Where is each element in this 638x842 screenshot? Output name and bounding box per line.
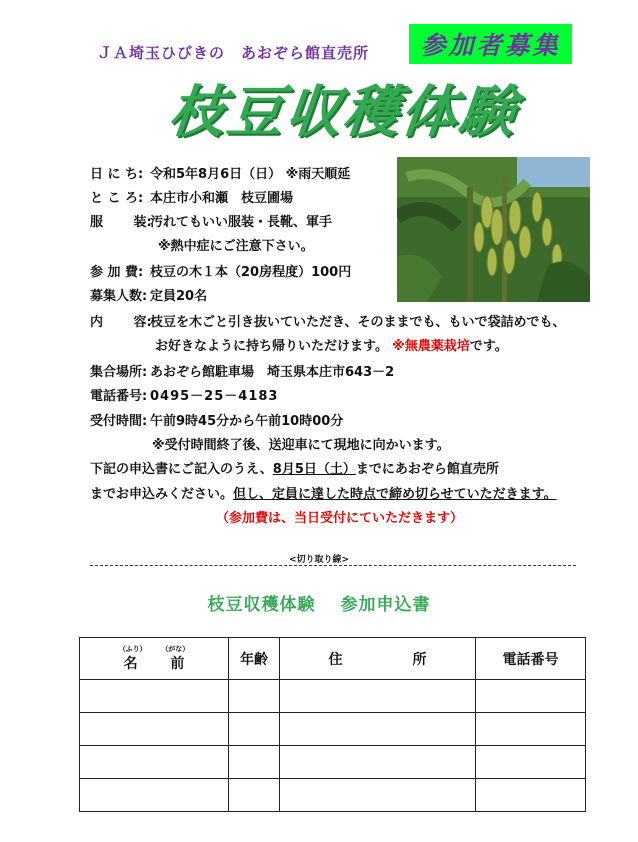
dress-row: [90, 214, 332, 232]
phone-cell[interactable]: [476, 746, 586, 779]
apply-line-1: 下記の申込書にご記入のうえ、8月5日（土）までにあおぞら館直売所: [90, 462, 499, 477]
place-value: 本庄市小和瀬 枝豆圃場: [150, 191, 294, 206]
phone-label: 電話番号:: [90, 389, 148, 404]
name-cell[interactable]: [80, 680, 229, 713]
age-cell[interactable]: [229, 713, 280, 746]
place-row: [90, 190, 293, 208]
name-header: [80, 638, 229, 680]
age-cell[interactable]: [229, 680, 280, 713]
name-cell[interactable]: [80, 746, 229, 779]
meet-row: [90, 364, 394, 382]
capacity-value: 定員20名: [150, 289, 208, 304]
event-title: 枝豆収穫体験: [165, 80, 521, 145]
place-label: と こ ろ:: [90, 191, 144, 206]
phone-header: 電話番号: [476, 638, 586, 680]
fee-label: 参 加 費:: [90, 265, 144, 280]
age-header: 年齢: [229, 638, 280, 680]
table-header-row: [80, 638, 586, 680]
date-label: 日 に ち:: [90, 167, 144, 182]
name-header-label: 名 前: [123, 655, 185, 672]
reception-label: 受付時間:: [90, 414, 148, 429]
reception-note: ※受付時間終了後、送迎車にて現地に向かいます。: [152, 438, 450, 453]
organic-note: ※無農薬栽培: [392, 339, 470, 354]
content-row: [90, 314, 565, 332]
name-ruby-2: （がな）: [161, 644, 190, 653]
age-cell[interactable]: [229, 746, 280, 779]
apply-line-2: までお申込みください。但し、定員に達した時点で締め切らせていただきます。: [90, 487, 557, 502]
phone-row: [90, 388, 278, 406]
dress-note: ※熱中症にご注意下さい。: [158, 239, 314, 254]
capacity-label: 募集人数:: [90, 289, 148, 304]
name-cell[interactable]: [80, 779, 229, 812]
address-header: 住 所: [280, 638, 476, 680]
reception-row: [90, 413, 343, 431]
capacity-warning: 但し、定員に達した時点で締め切らせていただきます。: [233, 487, 557, 502]
phone-cell[interactable]: [476, 713, 586, 746]
age-cell[interactable]: [229, 779, 280, 812]
edamame-photo: [397, 157, 590, 302]
address-cell[interactable]: [280, 713, 476, 746]
application-table: [79, 637, 586, 812]
reception-value: 午前9時45分から午前10時00分: [150, 414, 344, 429]
address-cell[interactable]: [280, 680, 476, 713]
fee-row: [90, 264, 351, 282]
fee-notice: （参加費は、当日受付にていただきます）: [216, 511, 464, 526]
form-title: 枝豆収穫体験 参加申込書: [207, 595, 431, 615]
address-cell[interactable]: [280, 746, 476, 779]
dress-label: 服 装:: [90, 215, 152, 230]
table-row: [80, 680, 586, 713]
name-ruby-1: （ふり）: [118, 644, 147, 653]
table-row: [80, 779, 586, 812]
organizer-name: ＪＡ埼玉ひびきの あおぞら館直売所: [97, 44, 370, 62]
content-value: 枝豆を木ごと引き抜いていただき、そのままでも、もいで袋詰めでも、: [150, 315, 566, 330]
content-label: 内 容:: [90, 315, 152, 330]
capacity-row: [90, 288, 207, 306]
fee-value: 枝豆の木１本（20房程度）100円: [150, 265, 352, 280]
name-cell[interactable]: [80, 713, 229, 746]
table-row: [80, 746, 586, 779]
phone-value: 0495－25－4183: [150, 389, 279, 404]
recruitment-badge: 参加者募集: [409, 24, 572, 64]
phone-cell[interactable]: [476, 680, 586, 713]
meet-label: 集合場所:: [90, 365, 148, 380]
date-row: [90, 166, 350, 184]
content-row-2: お好きなように持ち帰りいただけます。 ※無農薬栽培です。: [155, 339, 508, 354]
address-cell[interactable]: [280, 779, 476, 812]
phone-cell[interactable]: [476, 779, 586, 812]
cut-line: [90, 565, 576, 566]
table-row: [80, 713, 586, 746]
cut-line-label: <切り取り線>: [288, 555, 350, 565]
deadline-date: 8月5日（土）: [272, 462, 356, 477]
date-value: 令和5年8月6日（日） ※雨天順延: [150, 167, 351, 182]
dress-value: 汚れてもいい服装・長靴、軍手: [150, 215, 333, 230]
meet-value: あおぞら館駐車場 埼玉県本庄市643－2: [150, 365, 395, 380]
